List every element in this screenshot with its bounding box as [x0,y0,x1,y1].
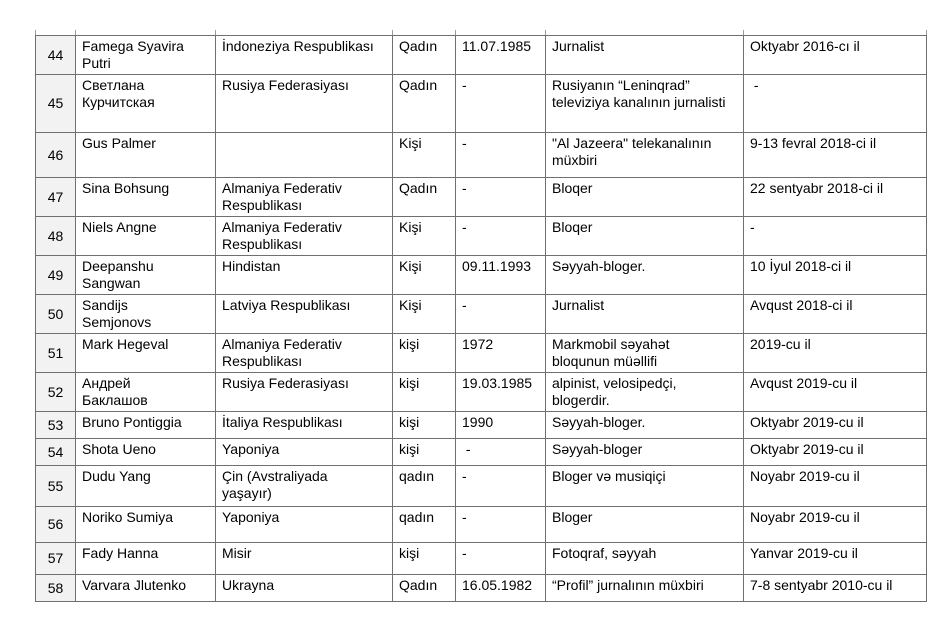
cell-occupation: Jurnalist [546,36,744,75]
cell-no: 55 [36,466,76,507]
cell-no: 51 [36,334,76,373]
cell-birthdate: 09.11.1993 [456,256,546,295]
cell-name: Sandijs Semjonovs [76,295,216,334]
cell-gender: qadın [393,466,456,507]
cell-country: Rusiya Federasiyası [216,75,393,133]
cell-occupation: "Al Jazeera" telekanalının müxbiri [546,133,744,178]
cell-occupation: “Profil” jurnalının müxbiri [546,575,744,602]
cell-birthdate: 16.05.1982 [456,575,546,602]
cell-date: 2019-cu il [744,334,927,373]
cell-no: 46 [36,133,76,178]
cell-occupation: Bloger və musiqiçi [546,466,744,507]
table-row [36,133,927,178]
cell-gender: kişi [393,334,456,373]
table-row [36,75,927,133]
cell-birthdate: - [456,75,546,133]
table-row [36,507,927,543]
cell-name: Varvara Jlutenko [76,575,216,602]
cell-gender: kişi [393,412,456,439]
cell-occupation: Bloqer [546,178,744,217]
cell-name: Gus Palmer [76,133,216,178]
cell-date: - [744,75,927,133]
table-row [36,256,927,295]
cell-name: Андрей Баклашов [76,373,216,412]
cell-birthdate: - [456,295,546,334]
cell-name: Sina Bohsung [76,178,216,217]
cell-birthdate: 1972 [456,334,546,373]
cell-gender: Kişi [393,295,456,334]
cell-date: Noyabr 2019-cu il [744,507,927,543]
table-row [36,543,927,575]
cell-country: İtaliya Respublikası [216,412,393,439]
table-row [36,412,927,439]
cell-birthdate: - [456,133,546,178]
cell-no: 53 [36,412,76,439]
cell-birthdate: - [456,466,546,507]
cell-name: Deepanshu Sangwan [76,256,216,295]
table-row [36,217,927,256]
cell-name: Dudu Yang [76,466,216,507]
cell-gender: kişi [393,543,456,575]
cell-date: Noyabr 2019-cu il [744,466,927,507]
cell-birthdate: - [456,217,546,256]
cell-date: Oktyabr 2019-cu il [744,439,927,466]
cell-date: 9-13 fevral 2018-ci il [744,133,927,178]
cell-birthdate: - [456,543,546,575]
cell-birthdate: 1990 [456,412,546,439]
cell-country: Hindistan [216,256,393,295]
cell-no: 49 [36,256,76,295]
cell-occupation: Səyyah-bloger. [546,256,744,295]
cell-date: 7-8 sentyabr 2010-cu il [744,575,927,602]
cell-date: Avqust 2018-ci il [744,295,927,334]
cell-no: 50 [36,295,76,334]
table-row [36,439,927,466]
cell-country: Yaponiya [216,439,393,466]
cell-no: 47 [36,178,76,217]
cell-gender: Kişi [393,256,456,295]
cell-date: 10 İyul 2018-ci il [744,256,927,295]
cell-country: Latviya Respublikası [216,295,393,334]
table-row [36,575,927,602]
cell-gender: Qadın [393,36,456,75]
cell-birthdate: 11.07.1985 [456,36,546,75]
cell-name: Fady Hanna [76,543,216,575]
cell-occupation: Səyyah-bloger. [546,412,744,439]
cell-gender: qadın [393,507,456,543]
cell-date: Yanvar 2019-cu il [744,543,927,575]
cell-birthdate: 19.03.1985 [456,373,546,412]
cell-country: Almaniya Federativ Respublikası [216,217,393,256]
cell-country: İndoneziya Respublikası [216,36,393,75]
cell-country: Çin (Avstraliyada yaşayır) [216,466,393,507]
cell-no: 52 [36,373,76,412]
cell-country: Almaniya Federativ Respublikası [216,178,393,217]
people-table [35,35,927,602]
cell-no: 56 [36,507,76,543]
cell-occupation: Səyyah-bloger [546,439,744,466]
cell-birthdate: - [456,507,546,543]
cell-occupation: Jurnalist [546,295,744,334]
cell-birthdate: - [456,439,546,466]
cell-name: Noriko Sumiya [76,507,216,543]
cell-no: 44 [36,36,76,75]
cell-country: Misir [216,543,393,575]
table-row [36,178,927,217]
cell-birthdate: - [456,178,546,217]
cell-occupation: Bloger [546,507,744,543]
table-row [36,373,927,412]
cell-no: 57 [36,543,76,575]
cell-occupation: alpinist, velosipedçi, blogerdir. [546,373,744,412]
table-row [36,36,927,75]
cell-no: 58 [36,575,76,602]
cell-date: 22 sentyabr 2018-ci il [744,178,927,217]
table-row [36,334,927,373]
cell-gender: Kişi [393,217,456,256]
cell-date: Oktyabr 2019-cu il [744,412,927,439]
cell-gender: Qadın [393,575,456,602]
cell-no: 54 [36,439,76,466]
cell-occupation: Rusiyanın “Leninqrad” televiziya kanalının jurnalisti [546,75,744,133]
cell-no: 48 [36,217,76,256]
cell-country: Yaponiya [216,507,393,543]
cell-country [216,133,393,178]
cell-name: Светлана Курчитская [76,75,216,133]
cell-date: Oktyabr 2016-cı il [744,36,927,75]
cell-gender: kişi [393,373,456,412]
cell-country: Rusiya Federasiyası [216,373,393,412]
cell-country: Almaniya Federativ Respublikası [216,334,393,373]
cell-occupation: Bloqer [546,217,744,256]
cell-occupation: Markmobil səyahət bloqunun müəllifi [546,334,744,373]
cell-gender: kişi [393,439,456,466]
table-row [36,295,927,334]
cell-occupation: Fotoqraf, səyyah [546,543,744,575]
table-row [36,466,927,507]
cell-no: 45 [36,75,76,133]
cell-date: - [744,217,927,256]
cell-country: Ukrayna [216,575,393,602]
cell-name: Niels Angne [76,217,216,256]
cell-gender: Qadın [393,178,456,217]
cell-date: Avqust 2019-cu il [744,373,927,412]
cell-name: Famega Syavira Putri [76,36,216,75]
cell-gender: Kişi [393,133,456,178]
cell-name: Bruno Pontiggia [76,412,216,439]
cell-name: Mark Hegeval [76,334,216,373]
cell-gender: Qadın [393,75,456,133]
cell-name: Shota Ueno [76,439,216,466]
